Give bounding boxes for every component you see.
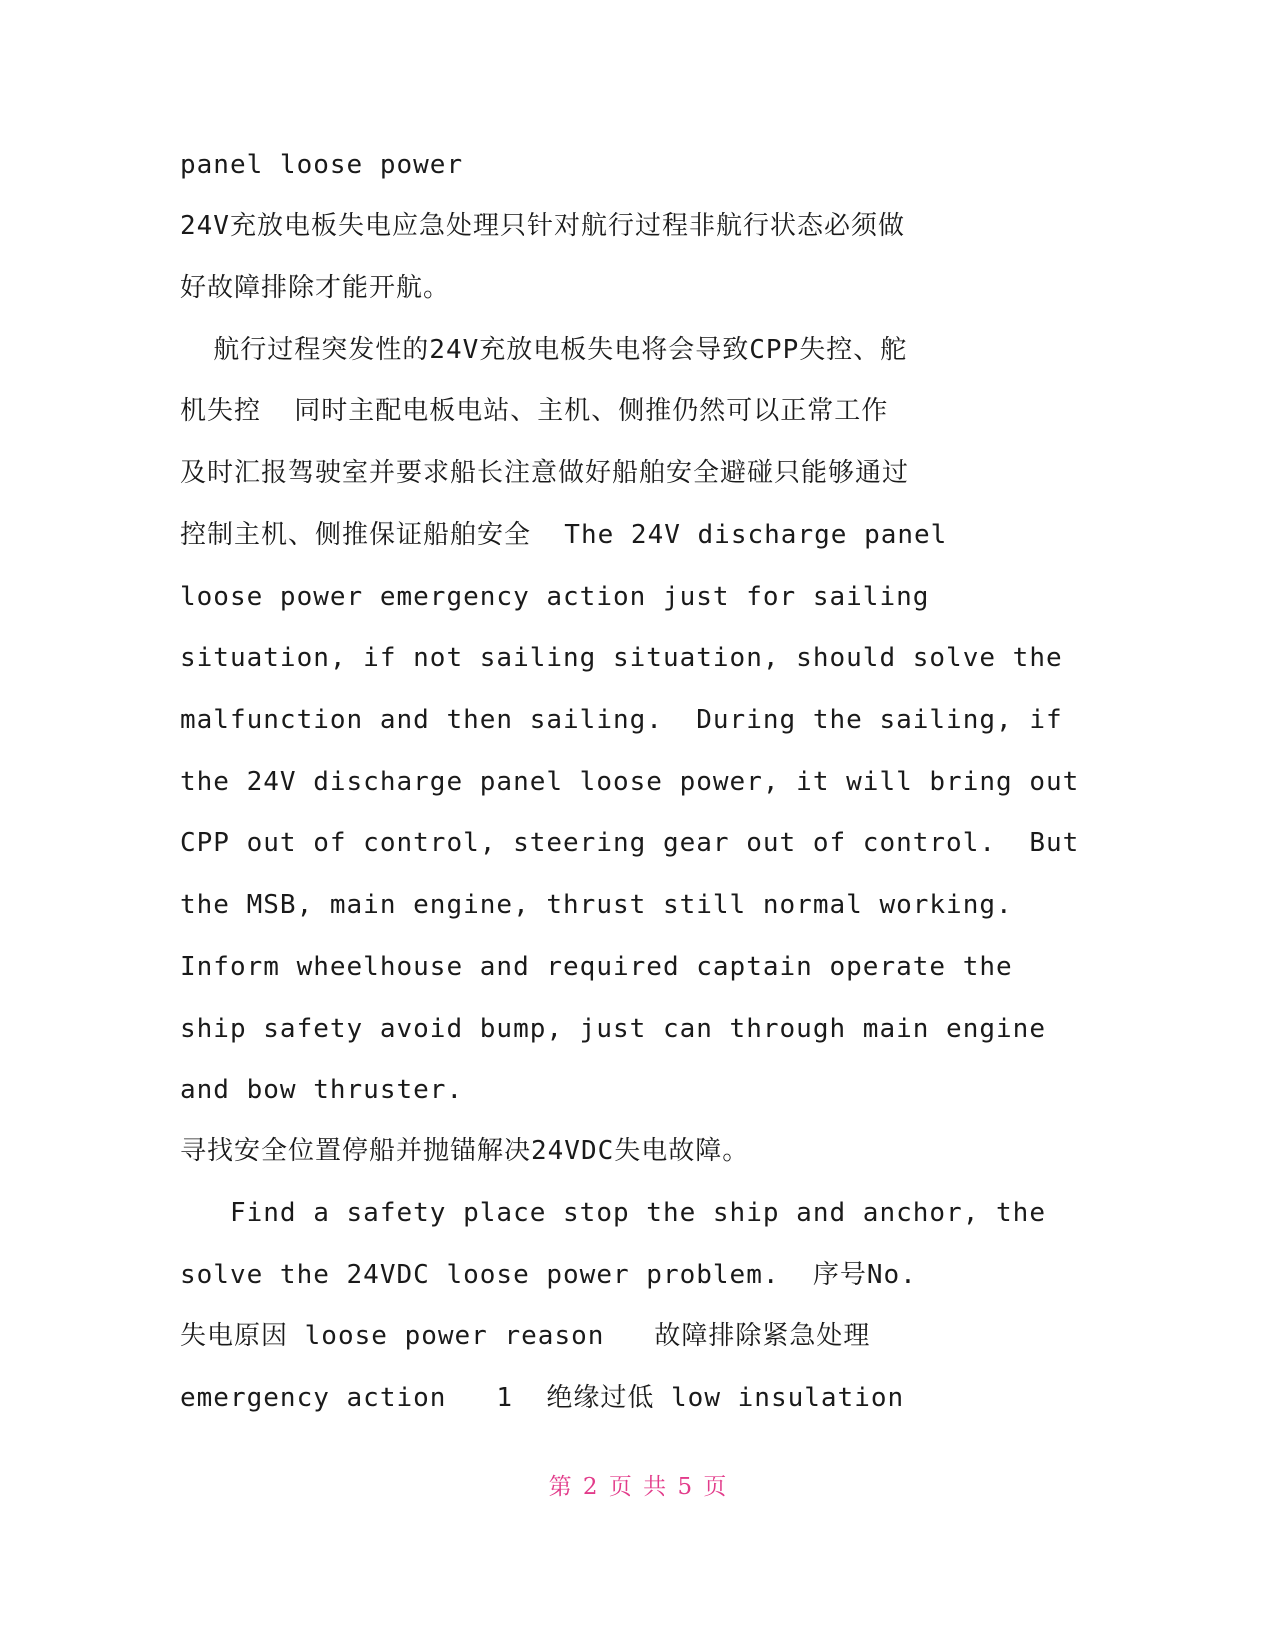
- text-line: 航行过程突发性的24V充放电板失电将会导致CPP失控、舵: [180, 335, 908, 365]
- text-line: malfunction and then sailing. During the sailing, if: [180, 705, 1063, 735]
- text-line: situation, if not sailing situation, should solve the: [180, 643, 1063, 673]
- text-line: solve the 24VDC loose power problem. 序号No.: [180, 1260, 917, 1290]
- text-line: the MSB, main engine, thrust still normal working.: [180, 890, 1013, 920]
- text-line: Inform wheelhouse and required captain operate the: [180, 952, 1013, 982]
- text-line: 及时汇报驾驶室并要求船长注意做好船舶安全避碰只能够通过: [180, 458, 910, 488]
- text-line: and bow thruster.: [180, 1075, 464, 1105]
- text-line: loose power emergency action just for sailing: [180, 582, 930, 612]
- text-line: the 24V discharge panel loose power, it will bring out: [180, 767, 1080, 797]
- text-line: ship safety avoid bump, just can through main engine: [180, 1014, 1046, 1044]
- text-line: 好故障排除才能开航。: [180, 273, 451, 303]
- text-line: Find a safety place stop the ship and anchor, the: [180, 1198, 1046, 1228]
- text-line: 寻找安全位置停船并抛锚解决24VDC失电故障。: [180, 1136, 750, 1166]
- text-line: panel loose power: [180, 150, 464, 180]
- text-line: 24V充放电板失电应急处理只针对航行过程非航行状态必须做: [180, 211, 905, 241]
- page-number: 第 2 页 共 5 页: [548, 1474, 727, 1500]
- text-line: 控制主机、侧推保证船舶安全 The 24V discharge panel: [180, 520, 948, 550]
- page-footer: [0, 1468, 1275, 1501]
- text-line: 失电原因 loose power reason 故障排除紧急处理: [180, 1321, 871, 1351]
- text-line: emergency action 1 绝缘过低 low insulation: [180, 1383, 905, 1413]
- text-line: CPP out of control, steering gear out of control. But: [180, 828, 1080, 858]
- text-line: 机失控 同时主配电板电站、主机、侧推仍然可以正常工作: [180, 396, 889, 426]
